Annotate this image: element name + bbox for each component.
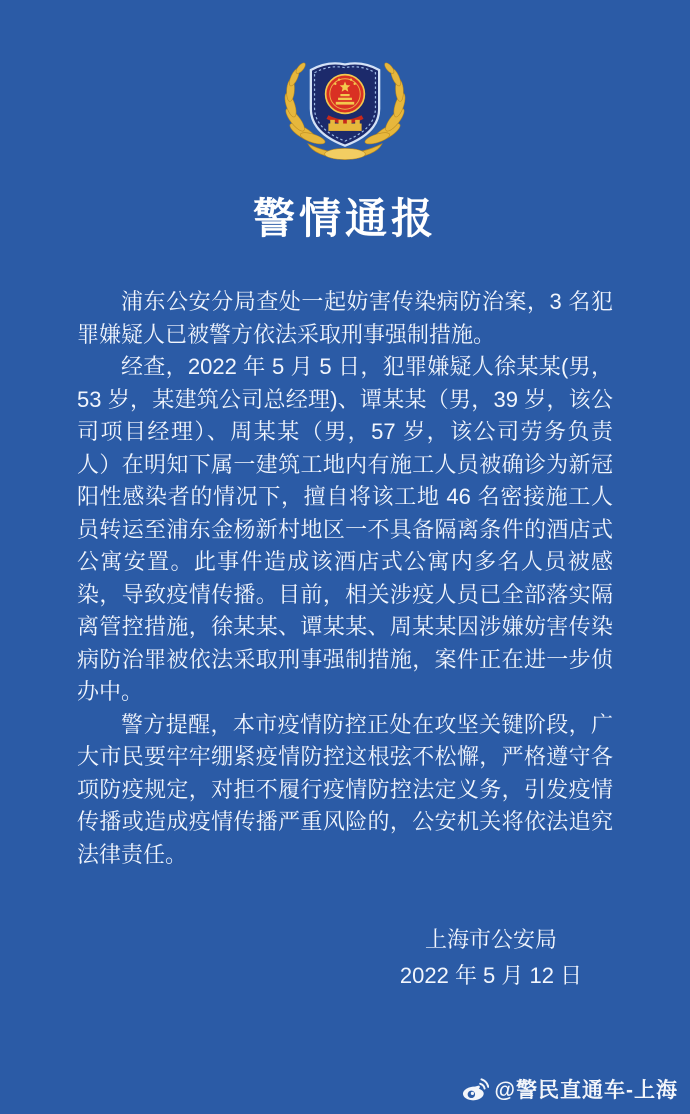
notice-paragraph-3: 警方提醒，本市疫情防控正处在攻坚关键阶段，广大市民要牢牢绷紧疫情防控这根弦不松懈，严格遵守各项防疫规定，对拒不履行疫情防控法定义务，引发疫情传播或造成疫情传播严重风险的，公安机关将依法追究法律责任。 (77, 711, 613, 867)
notice-title: 警情通报 (252, 195, 437, 242)
notice-body (77, 286, 613, 871)
police-badge (0, 0, 690, 166)
signature-agency: 上海市公安局 (424, 927, 557, 952)
signature-block (346, 922, 636, 994)
weibo-handle: @警民直通车-上海 (494, 1079, 678, 1102)
weibo-watermark (459, 1074, 678, 1104)
weibo-icon (459, 1077, 489, 1102)
police-badge-icon (265, 46, 425, 166)
notice-paragraph-1: 浦东公安分局查处一起妨害传染病防治案，3 名犯罪嫌疑人已被警方依法采取刑事强制措施。 (77, 289, 613, 347)
signature-date: 2022 年 5 月 12 日 (399, 963, 583, 988)
notice-paragraph-2: 经查，2022 年 5 月 5 日，犯罪嫌疑人徐某某(男，53 岁，某建筑公司总经理)、谭某某（男，39 岁，该公司项目经理）、周某某（男，57 岁，该公司劳务负责人）在明知下属一建筑工地内有施工人员被确诊为新冠阳性感染者的情况下，擅自将该工地 46 名密接施工人员转运至浦东金杨新村地区一不具备隔离条件的酒店式公寓安置。此事件造成该酒店式公寓内多名人员被感染，导致疫情传播。目前，相关涉疫人员已全部落实隔离管控措施，徐某某、谭某某、周某某因涉嫌妨害传染病防治罪被依法采取刑事强制措施，案件正在进一步侦办中。 (77, 354, 613, 704)
